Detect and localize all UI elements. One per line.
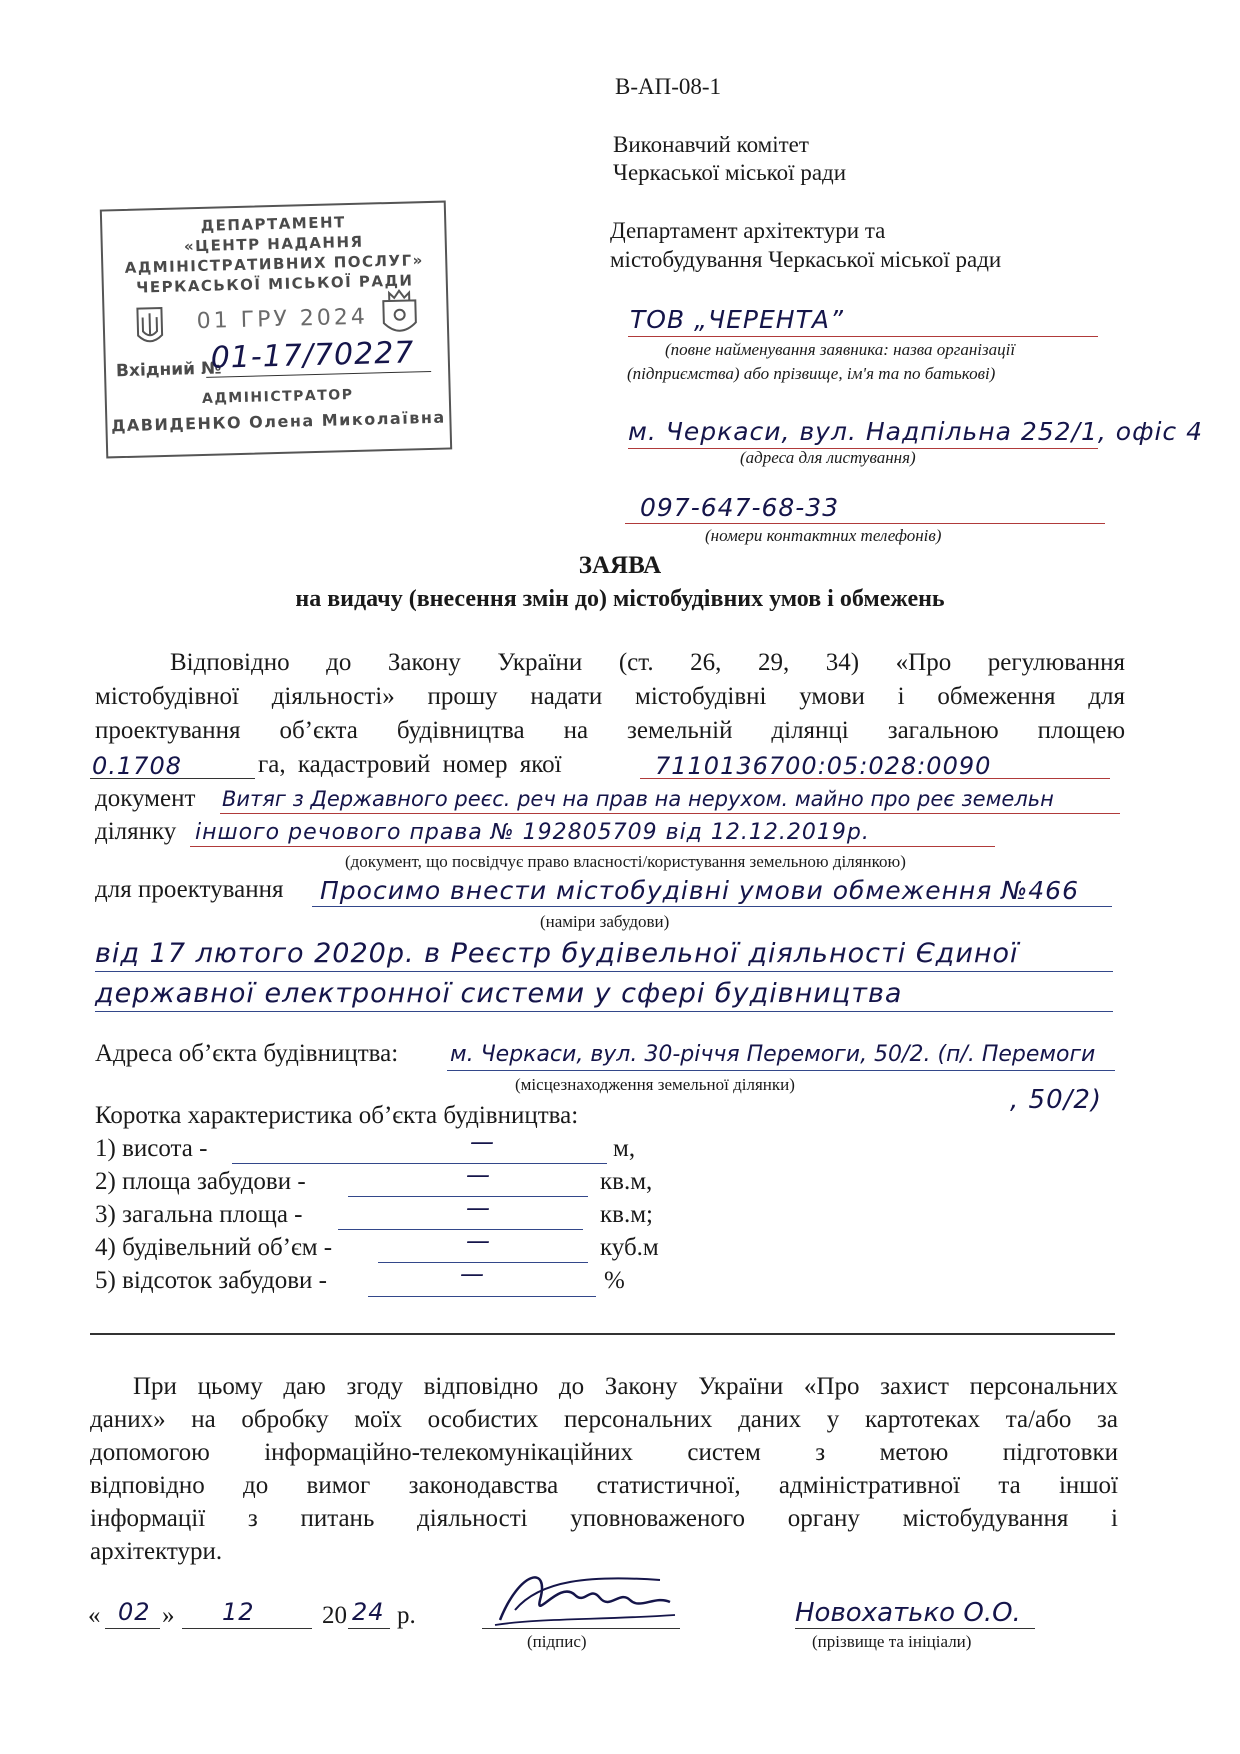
applicant-phone-value: 097-647-68-33 bbox=[640, 493, 840, 522]
char-coverage-value: — bbox=[460, 1260, 485, 1288]
object-address-label: Адреса об’єкта будівництва: bbox=[95, 1040, 399, 1067]
signer-name-caption: (прізвище та ініціали) bbox=[812, 1632, 972, 1651]
char-volume-unit: куб.м bbox=[600, 1234, 659, 1261]
applicant-name-underline bbox=[628, 336, 1098, 337]
char-height-label: 1) висота - bbox=[95, 1135, 208, 1162]
purpose-label: для проектування bbox=[95, 876, 284, 903]
signature-underline bbox=[482, 1628, 680, 1629]
signature-caption: (підпис) bbox=[527, 1632, 587, 1651]
cadastral-number-value: 7110136700:05:028:0090 bbox=[655, 752, 992, 780]
date-year-prefix: 20 bbox=[322, 1602, 347, 1629]
char-total-area-value: — bbox=[466, 1194, 491, 1222]
date-year-suffix: 24 bbox=[352, 1598, 385, 1626]
body-line-2: містобудівної діяльності» прошу надати містобудівні умови і обмеження для bbox=[95, 683, 1125, 710]
char-coverage-label: 5) відсоток забудови - bbox=[95, 1267, 327, 1294]
recipient-line-2: Черкаської міської ради bbox=[613, 160, 847, 185]
registration-stamp bbox=[100, 201, 452, 459]
document-underline bbox=[220, 813, 1120, 814]
object-address-value-2: , 50/2) bbox=[1010, 1085, 1103, 1115]
applicant-name-caption-1: (повне найменування заявника: назва організації bbox=[665, 340, 1016, 359]
object-address-underline bbox=[447, 1070, 1115, 1071]
purpose-value-2: від 17 лютого 2020р. в Реєстр будівельної діяльності Єдиної bbox=[95, 938, 1019, 969]
document-title: ЗАЯВА bbox=[578, 552, 662, 579]
stamp-role: АДМІНІСТРАТОР bbox=[201, 386, 354, 407]
char-volume-value: — bbox=[466, 1227, 491, 1255]
consent-line-3: допомогою інформаційно-телекомунікаційних систем з метою підготовки bbox=[90, 1439, 1118, 1466]
date-quote-open: « bbox=[88, 1602, 101, 1629]
purpose-underline-3 bbox=[95, 1011, 1113, 1012]
stamp-admin-name: ДАВИДЕНКО Олена Миколаївна bbox=[110, 407, 446, 436]
date-year-unit: р. bbox=[397, 1602, 416, 1629]
stamp-line-3: АДМІНІСТРАТИВНИХ ПОСЛУГ» bbox=[124, 251, 425, 277]
char-total-area-unit: кв.м; bbox=[600, 1201, 653, 1228]
char-coverage-underline bbox=[368, 1296, 596, 1297]
area-label: га, кадастровий номер якої bbox=[258, 751, 562, 778]
stamp-line-4: ЧЕРКАСЬКОЇ МІСЬКОЇ РАДИ bbox=[135, 271, 414, 297]
char-footprint-value: — bbox=[466, 1161, 491, 1189]
char-height-value: — bbox=[470, 1128, 495, 1156]
applicant-phone-underline bbox=[625, 523, 1105, 524]
section-divider bbox=[90, 1333, 1115, 1335]
char-total-area-label: 3) загальна площа - bbox=[95, 1201, 303, 1228]
object-address-caption: (місцезнаходження земельної ділянки) bbox=[515, 1075, 795, 1094]
characteristics-heading: Коротка характеристика об’єкта будівництва: bbox=[95, 1102, 579, 1129]
applicant-address-value: м. Черкаси, вул. Надпільна 252/1, офіс 4 bbox=[628, 417, 1204, 446]
recipient-line-1: Виконавчий комітет bbox=[613, 132, 809, 157]
purpose-underline-2 bbox=[95, 971, 1113, 972]
applicant-name-caption-2: (підприємства) або прізвище, ім'я та по батькові) bbox=[627, 364, 996, 383]
purpose-value-1: Просимо внести містобудівні умови обмеження №466 bbox=[320, 876, 1079, 905]
document-value: Витяг з Державного реєс. реч на прав на нерухом. майно про реє земельн bbox=[222, 787, 1054, 811]
purpose-value-3: державної електронної системи у сфері будівництва bbox=[95, 978, 903, 1009]
recipient-line-4: містобудування Черкаської міської ради bbox=[610, 247, 1002, 272]
stamp-line-1: ДЕПАРТАМЕНТ bbox=[200, 213, 346, 235]
char-coverage-unit: % bbox=[604, 1267, 625, 1294]
object-address-value: м. Черкаси, вул. 30-річчя Перемоги, 50/2. (п/. Перемоги bbox=[450, 1042, 1096, 1067]
date-year-underline bbox=[348, 1628, 390, 1629]
form-code: В-АП-08-1 bbox=[615, 74, 722, 99]
document-caption: (документ, що посвідчує право власності/користування земельною ділянкою) bbox=[345, 852, 906, 871]
date-quote-close: » bbox=[162, 1602, 175, 1629]
consent-line-4: відповідно до вимог законодавства статистичної, адміністративної та іншої bbox=[90, 1472, 1118, 1499]
body-line-3: проектування об’єкта будівництва на земельній ділянці загальною площею bbox=[95, 717, 1125, 744]
signer-name-underline bbox=[795, 1628, 1035, 1629]
applicant-name-value: ТОВ „ЧЕРЕНТА” bbox=[630, 305, 844, 334]
consent-line-5: інформації з питань діяльності уповноваженого органу містобудування і bbox=[90, 1505, 1118, 1532]
char-total-area-underline bbox=[338, 1229, 583, 1230]
purpose-underline-1 bbox=[312, 906, 1112, 907]
stamp-incoming-label: Вхідний № bbox=[115, 358, 222, 382]
stamp-date: 01 ГРУ 2024 bbox=[196, 304, 369, 335]
date-day-underline bbox=[105, 1628, 160, 1629]
document-subtitle: на видачу (внесення змін до) містобудівних умов і обмежень bbox=[295, 586, 945, 612]
date-day: 02 bbox=[118, 1598, 151, 1626]
char-footprint-label: 2) площа забудови - bbox=[95, 1168, 306, 1195]
purpose-caption: (наміри забудови) bbox=[540, 912, 670, 931]
char-footprint-unit: кв.м, bbox=[600, 1168, 653, 1195]
applicant-phone-caption: (номери контактних телефонів) bbox=[705, 526, 942, 545]
applicant-address-caption: (адреса для листування) bbox=[740, 448, 916, 467]
char-height-underline bbox=[232, 1163, 607, 1164]
date-month: 12 bbox=[222, 1598, 255, 1626]
cadastral-underline bbox=[640, 778, 1110, 779]
trident-emblem-icon bbox=[134, 305, 165, 348]
date-month-underline bbox=[182, 1628, 312, 1629]
area-value: 0.1708 bbox=[92, 752, 182, 780]
stamp-incoming-number: 01-17/70227 bbox=[210, 335, 415, 376]
signer-name: Новохатько О.О. bbox=[795, 1598, 1021, 1628]
document-label: документ bbox=[95, 785, 196, 812]
consent-line-2: даних» на обробку моїх особистих персональних даних у картотеках та/або за bbox=[90, 1406, 1118, 1433]
char-volume-label: 4) будівельний об’єм - bbox=[95, 1234, 333, 1261]
recipient-line-3: Департамент архітектури та bbox=[610, 218, 886, 243]
char-height-unit: м, bbox=[613, 1135, 636, 1162]
city-coat-of-arms-icon bbox=[379, 288, 420, 339]
plot-value: іншого речового права № 192805709 від 12.12.2019р. bbox=[195, 820, 870, 845]
plot-label: ділянку bbox=[95, 818, 177, 845]
consent-line-1: При цьому даю згоду відповідно до Закону України «Про захист персональних bbox=[133, 1373, 1118, 1400]
plot-underline bbox=[190, 846, 995, 847]
consent-line-6: архітектури. bbox=[90, 1538, 223, 1565]
body-line-1: Відповідно до Закону України (ст. 26, 29, 34) «Про регулювання bbox=[170, 649, 1125, 676]
area-underline bbox=[90, 778, 255, 779]
stamp-line-2: «ЦЕНТР НАДАННЯ bbox=[183, 232, 364, 256]
